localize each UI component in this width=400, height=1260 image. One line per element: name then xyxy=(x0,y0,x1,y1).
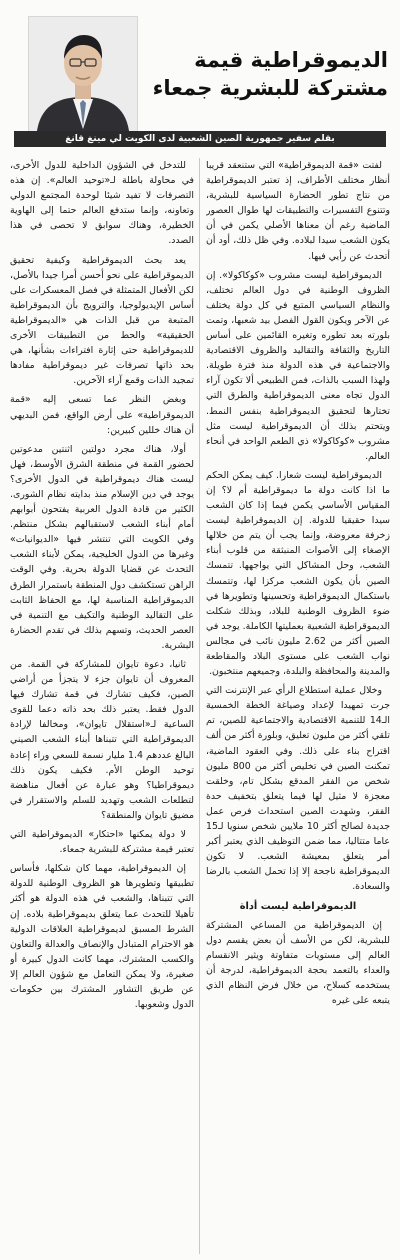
left-column xyxy=(10,158,194,1256)
paragraph: أولا، هناك مجرد دولتين اثنتين مدعوتين لحضور القمة في منطقة الشرق الأوسط، فهل ليست هناك ديموقراطية في الدول الأخرى؟ يوجد في دين الإسلام منذ بدايته نظام الشورى. الكثير من قادة الدول العربية يفتحون أبوابهم أمام أبناء الشعب لاستقبالهم بشكل منتظم. وفي الكويت التي تنتشر فيها «الديوانيات» وغيرها من الدول الخليجية، يمكن لأبناء الشعب التحدث عن قضايا الدولة بحرية. وفي الوقت الراهن تستكشف دول المنطقة باستمرار الطرق الديموقراطية المناسبة لها، مع الحفاظ الثابت على التقاليد الوطنية والتكيف مع التنمية في العصر الحديث، وتسهم بذلك في تقدم الحضارة البشرية. xyxy=(10,443,194,651)
headline-line-2: مشتركة للبشرية جمعاء xyxy=(152,76,388,100)
article-header xyxy=(0,0,400,148)
paragraph: وبغض النظر عما تسعى إليه «قمة الديموقراطية» على أرض الواقع، فمن البديهي أن هناك خللين كبيرين: xyxy=(10,394,194,436)
article-body xyxy=(10,158,390,1256)
paragraph: لا دولة يمكنها «احتكار» الديموقراطية التي تعتبر قيمة مشتركة للبشرية جمعاء. xyxy=(10,829,194,856)
author-photo xyxy=(28,16,138,132)
section-subheading: الديموقراطية ليست أداة xyxy=(239,900,357,912)
byline-bar: بقلم سفير جمهورية الصين الشعبية لدى الكويت لي مينغ قانغ xyxy=(14,131,386,147)
portrait-photo-icon xyxy=(29,17,137,131)
paragraph: إن الديموقراطية، مهما كان شكلها، فأساس تطبيقها وتطويرها هو الظروف الوطنية للدولة التي تتبناها، والشعب في هذه الدولة هو أكثر تأهيلا للتحدث عما يتعلق بديموقراطية بلاده. إن الشرط المسبق لديموقراطية العلاقات الدولية هو الاحترام المتبادل والإنصاف والعدالة والتعاون والكسب المشترك، مهما كانت الدول كبيرة أو صغيرة، ولا يمكن التعامل مع شؤون العالم إلا عن طريق التشاور المشترك بين حكومات الدول وشعوبها. xyxy=(10,863,194,1011)
paragraph: إن الديموقراطية من المساعي المشتركة للبشرية، لكن من الأسف أن بعض يقسم دول العالم إلى مستويات متفاوتة ويثير الانقسام والعداء بالتعمد بحجة الديموقراطية، لدرجة أن يستخدمه كسلاح، من خلال فرض النظام الذي يتبعه على غيره xyxy=(206,919,390,1007)
paragraph: الديموقراطية ليست مشروب «كوكاكولا». إن الظروف الوطنية في دول العالم تختلف، والنظام السياسي المتبع في كل دولة يختلف عن الآخر ويكون القول الفصل بيد شعبها، وتمت بلورته بعد تطوره وتغيره القائمين على أساس التاريخ والثقافة والتقاليد والظروف الاقتصادية والاجتماعية في هذه الدولة منذ فترة طويلة. ولهذا السبب بالذات، فمن الطبيعي ألا تكون آراء الدول تجاه معنى الديموقراطية والطرق التي تختارها لتحقيق الديموقراطية بنفس النمط. ويتحتم بذلك أن الديموقراطية ليست مثل مشروب «كوكاكولا» ذي الطعم الواحد في أنحاء العالم. xyxy=(206,269,390,462)
article-headline xyxy=(148,46,388,102)
right-column xyxy=(206,158,390,1256)
paragraph: للتدخل في الشؤون الداخلية للدول الأخرى، في محاولة باطلة لـ«توحيد العالم». إن هذه التصرفات لا تفيد شيئا لوحدة المجتمع الدولي وتعاونه، وإنما ستدفع العالم حتما إلى الهاوية الخطيرة، وهناك سوابق لا تحصى في هذا الصدد. xyxy=(10,160,194,247)
paragraph: يعد بحث الديموقراطية وكيفية تحقيق الديموقراطية على نحو أحسن أمرا جيدا بالأصل، لكن الأفعال المتمثلة في فصل المعسكرات على أساس الإيديولوجيا، والترويج بأن الديموقراطية المتبعة من قبل الذات هي «الديموقراطية الحقيقية» والحط من التطبيقات الأخرى للديموقراطية حتى إثارة افتراءات بشأنها، هي بحد ذاتها تصرفات غير ديموقراطية مفادها تمجيد الذات وقمع آراء الآخرين. xyxy=(10,254,194,387)
paragraph: ثانيا، دعوة تايوان للمشاركة في القمة. من المعروف أن تايوان جزء لا يتجزأ من أراضي الصين، فكيف تشارك في قمة تشارك فيها الدول فقط. يعتبر ذلك بحد ذاته دعما للقوى الساعية لـ«استقلال تايوان»، ومخالفا لإرادة الديموقراطية التي تتبناها أبناء الشعب الصيني البالغ عددهم 1.4 مليار نسمة للسعي وراء إعادة توحيد الوطن الأم. فكيف يكون ذلك ديموقراطيا؟ وهو عبارة عن أفعال مناهضة لتطلعات الشعب وتهديد للسلم والاستقرار في مضيق تايوان والمنطقة؟ xyxy=(10,659,194,821)
paragraph: لفتت «قمة الديموقراطية» التي ستنعقد قريبا أنظار مختلف الأطراف، إذ تعتبر الديموقراطية من نتاج تطور الحضارة السياسية للبشرية، وتتنوع التفسيرات والتطبيقات لها طوال العصور الماضية رغم أن معناها الأصلي يكمن في أن يكون الشعب سيدا لبلاده. وفي ظل ذلك، أود أن أتحدث عن رأيي فيها. xyxy=(206,160,390,262)
paragraph: الديموقراطية ليست شعارا. كيف يمكن الحكم ما اذا كانت دولة ما ديموقراطية أم لا؟ إن المقياس الأساسي يكمن فيما إذا كان الشعب سيدا حقيقيا للدولة. إن الديموقراطية ليست زخرفة معروضة، وإنما يجب أن يتم من خلالها الإصغاء إلى الأصوات المنبثقة من قلوب أبناء الشعب، وحل المشاكل التي يواجهها. تتمسك الصين بأن يكون الشعب مركزا لها، وتتمسك باستكمال الديموقراطية وتحسينها وتطويرها في ضوء الظروف الوطنية للبلاد، وبذلك شكلت الديموقراطية الشعبية بعمليتها الكاملة. يوجد في الصين أكثر من 2.62 مليون نائب في مجالس نواب الشعب على مستوى البلاد والمقاطعة والمدينة والمحافظة والبلدة، وجميعهم منتخبون. xyxy=(206,469,390,678)
paragraph: وخلال عملية استطلاع الرأي عبر الإنترنت التي جرت تمهيدا لإعداد وصياغة الخطة الخمسية الـ14 للتنمية الاقتصادية والاجتماعية للصين، تم تلقي أكثر من مليون تعليق، وبلورة أكثر من ألف اقتراح بناء على ذلك. وفي العقود الماضية، تمكنت الصين في تخليص أكثر من 800 مليون شخص من الفقر المدقع بشكل تام، وخلقت معجزة لا مثيل لها فيما يتعلق بتخفيف حدة الفقر، وشهدت الصين استحداث فرص عمل جديدة لصالح أكثر 10 ملايين شخص سنويا لـ15 عاما متتاليا، مما ضمن التوظيف الذي يعتبر أكبر أمر يتعلق بمعيشة الشعب. لا تكون الديموقراطية ناجحة إلا إذا تحمل الشعب بالرضا والسعادة. xyxy=(206,685,390,893)
headline-line-1: الديموقراطية قيمة xyxy=(194,48,388,72)
